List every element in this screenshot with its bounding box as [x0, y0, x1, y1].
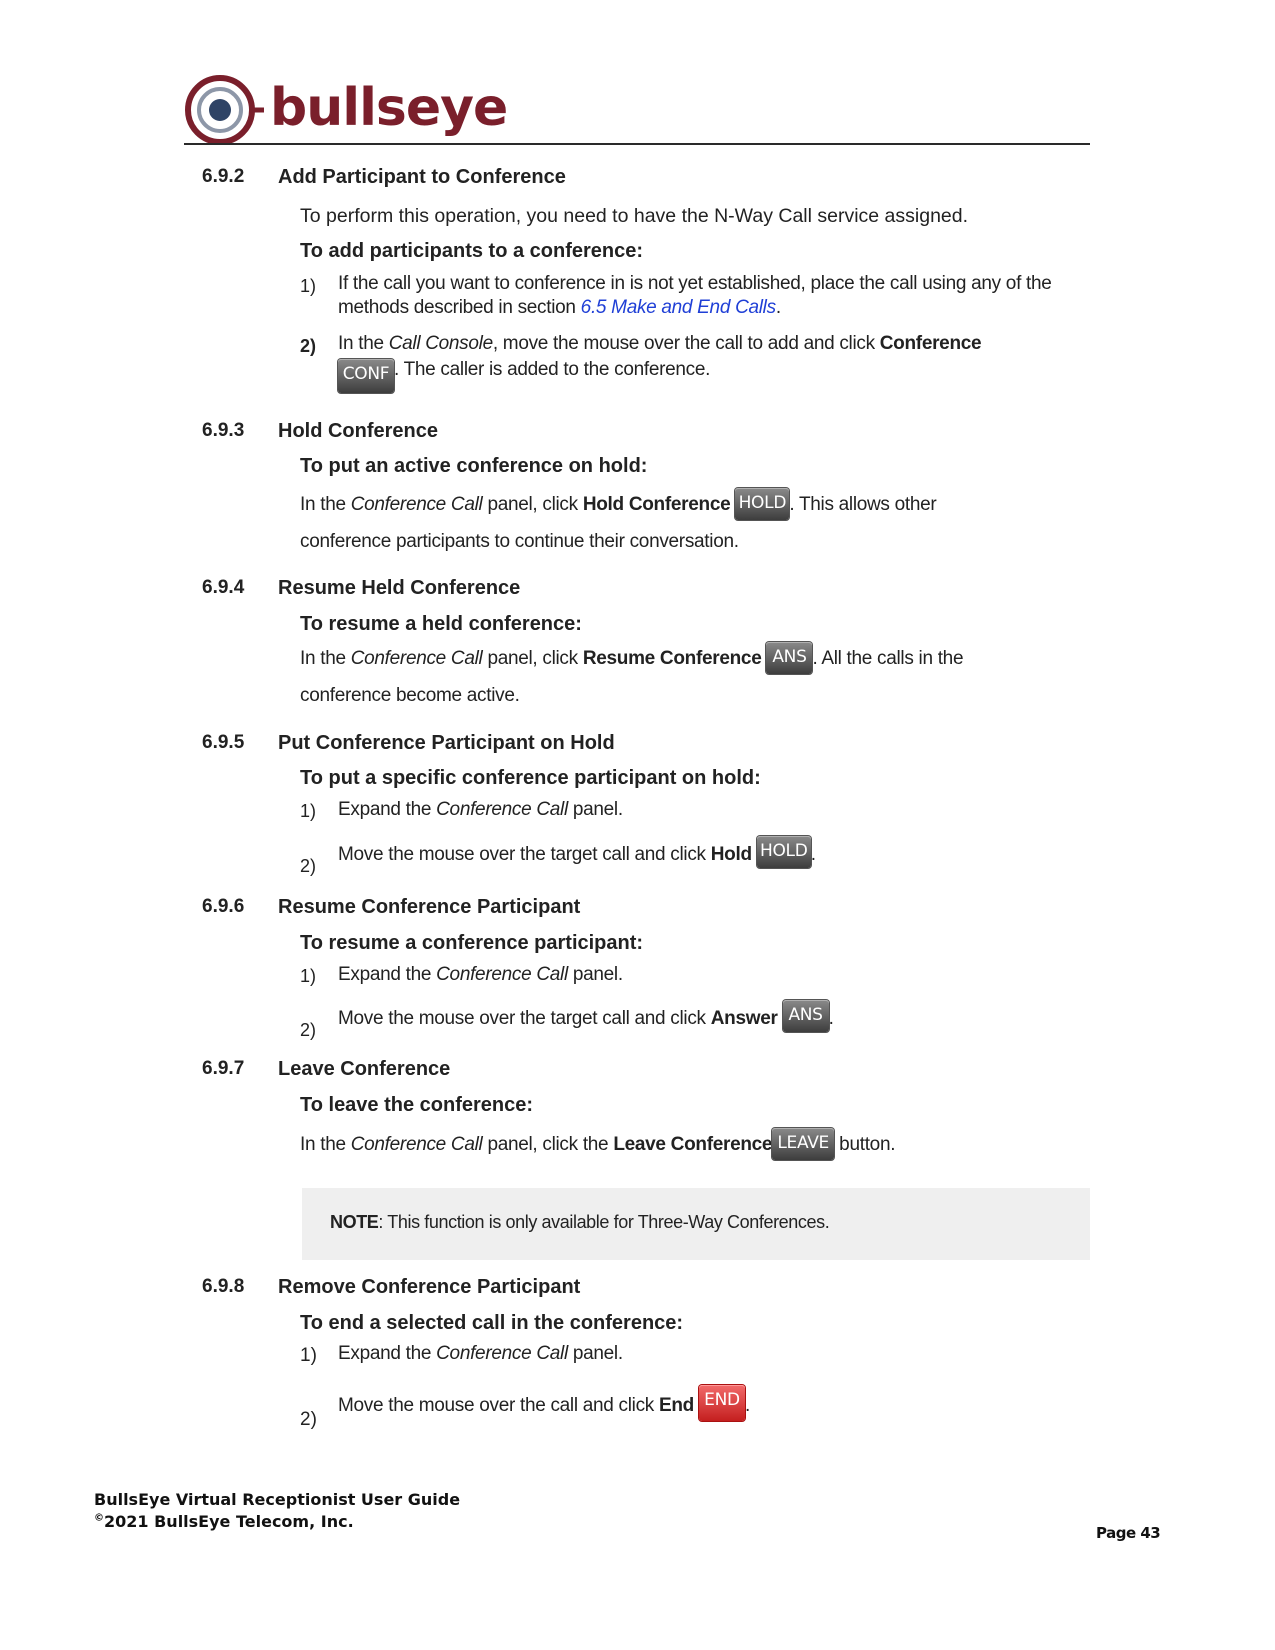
answer-button-icon: ANS [766, 642, 812, 674]
section-title: Add Participant to Conference [278, 166, 566, 188]
ui-name: Answer [710, 1008, 778, 1029]
ui-name: Leave Conference [613, 1134, 773, 1155]
step-text-part: If the call you want to conference in is not yet established, place the call using any of the methods described in section [338, 273, 1052, 318]
answer-button-icon: ANS [783, 1000, 829, 1032]
procedure-heading: To resume a held conference: [300, 613, 582, 635]
step-text [338, 798, 1078, 822]
ui-name: Hold Conference [582, 494, 731, 515]
step-text-part: Move the mouse over the call and click [338, 1395, 659, 1416]
section-link[interactable]: 6.5 Make and End Calls [580, 297, 776, 318]
step-text-part: . [810, 844, 816, 865]
bullseye-target-icon [184, 74, 264, 146]
ui-name: Hold [710, 844, 752, 865]
note-text [330, 1212, 829, 1233]
step-text [338, 272, 1078, 320]
step-number: 2) [300, 1409, 317, 1430]
step-text-part: panel. [567, 799, 623, 820]
step-text [338, 358, 1078, 393]
copyright-text: 2021 BullsEye Telecom, Inc. [104, 1512, 354, 1531]
section-number: 6.9.5 [202, 732, 245, 753]
ui-name: Conference Call [436, 964, 568, 985]
paragraph [300, 1128, 1080, 1160]
text-part: In the [300, 1134, 351, 1155]
section-number: 6.9.4 [202, 577, 245, 598]
logo-wordmark: bullseye [270, 78, 508, 138]
section-number: 6.9.3 [202, 420, 245, 441]
text-part: . This allows other [789, 494, 937, 515]
step-text-part: . [744, 1395, 750, 1416]
ui-name: Conference Call [350, 648, 483, 669]
note-body: : This function is only available for Three-Way Conferences. [378, 1212, 830, 1232]
step-text-part: panel. [567, 964, 623, 985]
text-part: button. [834, 1134, 896, 1155]
paragraph-line: conference become active. [300, 685, 520, 706]
step-number: 1) [300, 1345, 317, 1366]
note-label: NOTE [330, 1212, 379, 1232]
text-part: . All the calls in the [812, 648, 964, 669]
conf-button-icon: CONF [338, 359, 394, 393]
hold-button-icon: HOLD [757, 836, 811, 868]
step-text-part: Move the mouse over the target call and click [338, 1008, 711, 1029]
step-number: 1) [300, 276, 317, 296]
text-part: In the [300, 648, 351, 669]
ui-name: Resume Conference [582, 648, 762, 669]
header-divider [184, 143, 1090, 145]
footer-copyright [94, 1512, 354, 1531]
step-text-part: . [828, 1008, 834, 1029]
procedure-heading: To put a specific conference participant on hold: [300, 767, 761, 789]
end-button-icon: END [699, 1385, 745, 1421]
bullseye-logo [184, 74, 544, 146]
procedure-heading: To end a selected call in the conference: [300, 1312, 684, 1334]
page-number: Page 43 [1096, 1524, 1161, 1542]
procedure-heading: To add participants to a conference: [300, 240, 644, 262]
step-text [338, 1385, 1078, 1421]
step-number: 2) [300, 1020, 317, 1040]
section-title: Resume Conference Participant [278, 896, 581, 918]
step-number: 2) [300, 856, 317, 876]
section-title: Hold Conference [278, 420, 439, 442]
leave-button-icon: LEAVE [772, 1128, 834, 1160]
section-number: 6.9.2 [202, 166, 245, 187]
text-part: panel, click the [482, 1134, 614, 1155]
footer-guide-title: BullsEye Virtual Receptionist User Guide [94, 1490, 461, 1509]
ui-name: Conference [879, 333, 982, 354]
step-text [338, 1342, 1078, 1366]
ui-name: End [658, 1395, 694, 1416]
step-text-part: Expand the [338, 1343, 437, 1364]
step-text-part: Move the mouse over the target call and click [338, 844, 711, 865]
step-text-part: Expand the [338, 964, 437, 985]
procedure-heading: To put an active conference on hold: [300, 455, 648, 477]
step-text [338, 963, 1078, 987]
paragraph [300, 488, 1080, 520]
step-text [338, 332, 1078, 356]
text-part: panel, click [482, 648, 583, 669]
ui-name: Conference Call [350, 494, 483, 515]
step-text-part: . [775, 297, 781, 318]
section-intro: To perform this operation, you need to have the N-Way Call service assigned. [300, 205, 969, 227]
step-text [338, 1000, 1078, 1032]
step-text-part: Expand the [338, 799, 437, 820]
ui-name: Call Console [388, 333, 493, 354]
procedure-heading: To resume a conference participant: [300, 932, 644, 954]
paragraph [300, 642, 1080, 674]
step-text-part: , move the mouse over the call to add and click [492, 333, 880, 354]
ui-name: Conference Call [350, 1134, 483, 1155]
section-number: 6.9.8 [202, 1276, 245, 1297]
step-number: 1) [300, 801, 317, 821]
step-text-part: . The caller is added to the conference. [394, 359, 711, 380]
ui-name: Conference Call [436, 1343, 568, 1364]
step-number: 2) [300, 336, 317, 356]
text-part: panel, click [482, 494, 583, 515]
copyright-symbol: © [94, 1512, 104, 1524]
step-text-part: panel. [567, 1343, 623, 1364]
step-text [338, 836, 1078, 868]
procedure-heading: To leave the conference: [300, 1094, 534, 1116]
section-title: Leave Conference [278, 1058, 451, 1080]
hold-button-icon: HOLD [735, 488, 789, 520]
step-text-part: In the [338, 333, 389, 354]
section-title: Put Conference Participant on Hold [278, 732, 615, 754]
ui-name: Conference Call [436, 799, 568, 820]
section-title: Remove Conference Participant [278, 1276, 581, 1298]
text-part: In the [300, 494, 351, 515]
section-title: Resume Held Conference [278, 577, 521, 599]
step-number: 1) [300, 966, 317, 986]
section-number: 6.9.7 [202, 1058, 245, 1079]
paragraph-line: conference participants to continue their conversation. [300, 531, 739, 552]
section-number: 6.9.6 [202, 896, 245, 917]
